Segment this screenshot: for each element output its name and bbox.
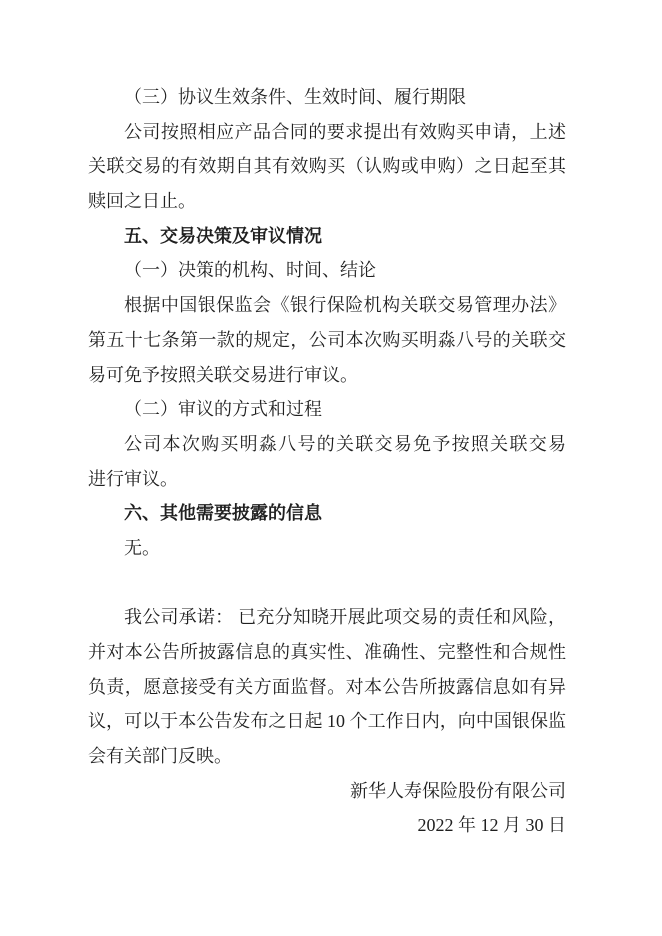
section-heading-5: 五、交易决策及审议情况 xyxy=(124,225,322,246)
paragraph-line: 赎回之日止。 xyxy=(88,191,196,212)
paragraph-line: 无。 xyxy=(124,537,160,558)
paragraph-line: 公司按照相应产品合同的要求提出有效购买申请，上述 xyxy=(124,121,566,142)
paragraph-line: 公司本次购买明淼八号的关联交易免予按照关联交易 xyxy=(124,433,566,454)
paragraph-line: 易可免予按照关联交易进行审议。 xyxy=(88,364,358,385)
paragraph-line: 负责，愿意接受有关方面监督。对本公告所披露信息如有异 xyxy=(88,676,566,697)
subsection-heading-1: （一）决策的机构、时间、结论 xyxy=(124,260,376,281)
blank-line xyxy=(88,566,566,601)
paragraph-line: 关联交易的有效期自其有效购买（认购或申购）之日起至其 xyxy=(88,156,566,177)
paragraph-line: 进行审议。 xyxy=(88,468,178,489)
paragraph-line: 根据中国银保监会《银行保险机构关联交易管理办法》 xyxy=(124,295,566,316)
paragraph-line: 并对本公告所披露信息的真实性、准确性、完整性和合规性 xyxy=(88,642,566,662)
paragraph-line: 我公司承诺： 已充分知晓开展此项交易的责任和风险， xyxy=(124,607,566,628)
subsection-heading-3: （三）协议生效条件、生效时间、履行期限 xyxy=(124,87,466,107)
signature-company: 新华人寿保险股份有限公司 xyxy=(350,780,566,801)
paragraph-line: 会有关部门反映。 xyxy=(88,746,232,767)
section-heading-6: 六、其他需要披露的信息 xyxy=(124,503,322,524)
signature-date: 2022 年 12 月 30 日 xyxy=(417,815,566,836)
paragraph-line: 议，可以于本公告发布之日起 10 个工作日内，向中国银保监 xyxy=(88,711,566,732)
subsection-heading-2: （二）审议的方式和过程 xyxy=(124,399,322,420)
paragraph-line: 第五十七条第一款的规定，公司本次购买明淼八号的关联交 xyxy=(88,329,566,350)
